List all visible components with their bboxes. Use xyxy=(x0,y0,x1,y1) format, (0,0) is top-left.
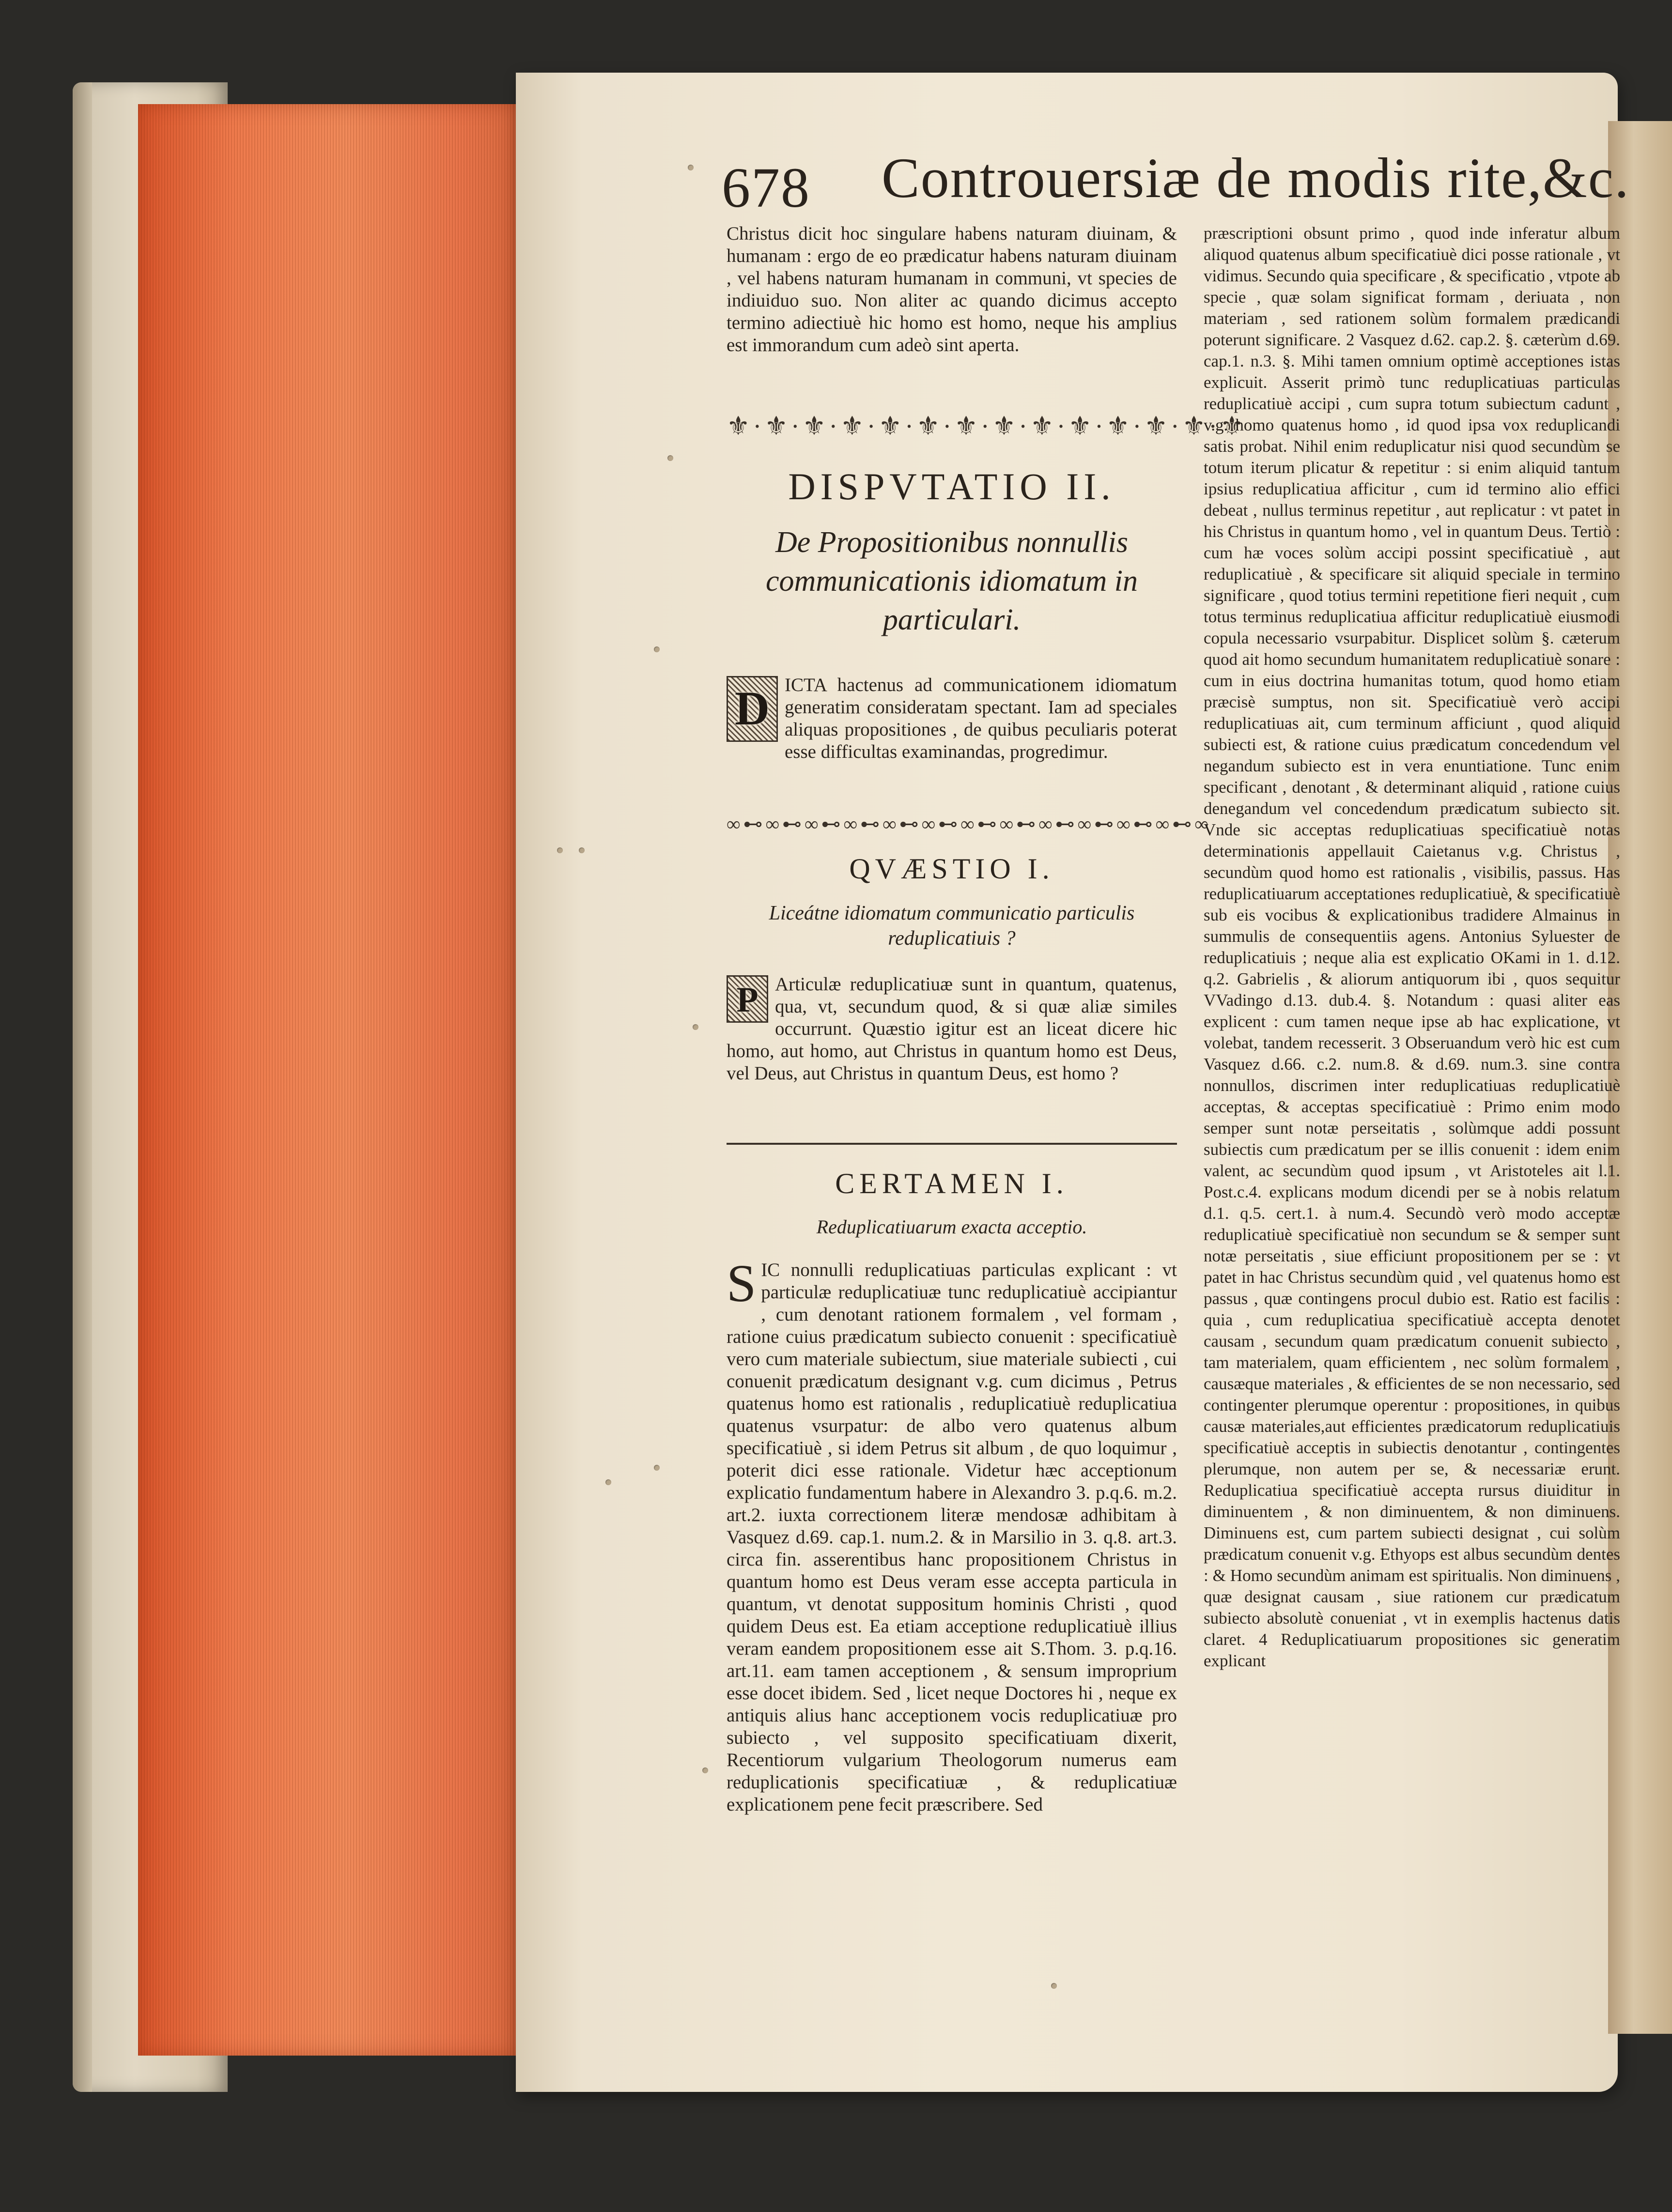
worm-hole xyxy=(605,1479,611,1485)
section-rule xyxy=(727,1143,1177,1145)
dicta-paragraph xyxy=(727,674,1177,763)
worm-hole xyxy=(579,847,585,853)
worm-hole xyxy=(557,847,563,853)
dicta-text: ICTA hactenus ad communicationem idiomatum generatim consideratam spectant. Iam ad speciales aliquas propositiones , de quibus peculiaris poterat esse difficultas examinandas, progredimur. xyxy=(785,675,1177,762)
certamen-title: CERTAMEN I. xyxy=(835,1167,1068,1199)
decorated-initial: D xyxy=(727,676,778,742)
large-initial: S xyxy=(727,1254,757,1313)
sic-paragraph xyxy=(727,1254,1177,1816)
right-column-text: præscriptioni obsunt primo , quod inde inferatur album aliquod quatenus album specificatiuè dici posse rationale , vt vidimus. Secundo quia specificare , & specificatio , vtpote ab specie , quæ solam significat formam , deriuata , non materiam , sed rationem solùm formalem prædicandi poterunt significare. 2 Vasquez d.62. cap.2. §. cæterùm d.69. cap.1. n.3. §. Mihi tamen omnium optimè acceptiones istas explicuit. Asserit primò tunc reduplicatiuas particulas reduplicatiuè accipi , cum supra totum subiectum cadunt , v.g. homo quatenus homo , id quod ipsa vox reduplicandi satis probat. Nihil enim reduplicatur nisi quod secundùm se totum iterum plicatur & repetitur : si enim aliquid tantum ipsius reduplicatiua afficitur , cum id termino alio effici debeat , nullus terminus repetitur , aut replicatur : vt patet in his Christus in quantum homo , vel in quantum Deus. Tertiò : cum hæ voces solùm accipi possint specificatiuè , aut reduplicatiuè , & specificare sit aliquid speciale in termino significare , quod totius termini repetitione fieri nequit , cum totus terminus reduplicatiua afficitur reduplicatiuè eiusmodi copula necessario vsurpabitur. Displicet solùm §. cæterum quod ait homo secundum humanitatem reduplicatiuè sonare : cum in eius doctrina humanitas totum, quod homo etiam præcisè sumptus, non sit. Specificatiuè verò accipi reduplicatiuas ait, cum terminum afficiunt , quod aliquid subiecti est, & ratione cuius prædicatum concedendum vel negandum subiecto est in vera enuntiatione. Tunc enim specificant , denotant , & determinant aliquid , ratione cuius denegandum vel concedendum prædicatum subiecto sit. Vnde sic acceptas reduplicatiuas specificatiuè notas determinationis appellauit Caietanus v.g. Christus , secundùm quod homo est rationalis , visibilis, passus. Has reduplicatiuarum acceptationes reduplicatiuè, & specificatiuè sub eis vocibus & explicationibus tradidere Almainus in summulis de consequentiis agens. Antonius Syluester de reduplicatiuis ; neque alia est explicatio OKami in 1. d.12. q.2. Gabrielis , & aliorum antiquorum ibi , quos sequitur VVadingo d.13. dub.4. §. Notandum : quasi aliter eas explicent : cum tamen neque ipse ab hac explicatione, vt volebat, tandem recesserit. 3 Obseruandum verò hic est cum Vasquez d.66. c.2. num.8. & d.69. num.3. sine contra nonnullos, discrimen inter reduplicatiuas reduplicatiuè acceptas, & acceptas specificatiuè : Primo enim modo semper sunt notæ perseitatis , solùmque addi possunt subiectis cum prædicatum per se illis conuenit : idem enim valent, ac secundùm quod ipsum , vt Aristoteles ait l.1. Post.c.4. explicans modum dicendi per se à nobis relatum d.1. q.5. cert.1. à num.4. Secundò verò modo acceptæ reduplicatiuè specificatiuè non secundum se & semper sunt notæ perseitatis , siue efficiunt propositionem per se : vt patet in hac Christus secundùm quid , vel quatenus homo est passus , quæ contingens procul dubio est. Ratio est facilis : quia , cum reduplicatiua specificatiuè accepta denotet causam , secundum quam prædicatum conuenit subiecto , tam materialem, quam efficientem , nec solùm formalem , causæque materiales , & efficientes de se non necessario, sed contingenter plerumque operentur : propositiones, in quibus causæ materiales,aut efficientes prædicatorum reduplicatiuis specificatiuè acceptis in subiectis denotantur , contingentes plerumque, non autem per se, & necessariæ erunt. Reduplicatiua specificatiuè accepta rursus diuiditur in diminuentem , & non diminuentem, & non diminuens. Diminuens est, cum partem subiecti designat , cui solùm prædicatum conuenit v.g. Ethyops est albus secundùm dentes : & Homo secundùm animam est spiritualis. Non diminuens , quæ designat causam , siue rationem cur prædicatum subiecto absolutè conueniat , vt in exemplis hactenus datis claret. 4 Reduplicatiuarum propositiones sic generatim explicant xyxy=(1204,224,1620,1670)
right-column xyxy=(1204,223,1620,1672)
worm-hole xyxy=(688,165,694,170)
disputatio-title: DISPVTATIO II. xyxy=(788,465,1115,507)
page-fore-edge xyxy=(138,104,516,2056)
opening-paragraph: Christus dicit hoc singulare habens naturam diuinam, & humanam : ergo de eo prædicatur habens naturam diuinam , vel habens naturam humanam in communi, vt species de indiuiduo suo. Non aliter ac quando dicimus accepto termino adiectiuè hic homo est homo, neque his amplius est immorandum cum adeò sint aperta. xyxy=(727,223,1177,355)
sic-text: IC nonnulli reduplicatiuas particulas explicant : vt particulæ reduplicatiuæ tunc reduplicatiuè accipiantur , cum denotant rationem formalem , vel formam , ratione cuius prædicatum subiecto conuenit : specificatiuè vero cum materiale subiectum, siue materiale subiecti , cui conuenit prædicatum designant v.g. cum dicimus , Petrus quatenus homo est rationalis , reduplicatiuè reduplicatiua quatenus vsurpatur: de albo vero quatenus album specificatiuè , si idem Petrus sit album , de quo loquimur , poterit dici esse rationale. Videtur hæc acceptionum explicatio fundamentum habere in Alexandro 3. p.q.6. m.2. art.2. iuxta correctionem literæ mendosæ adhibitam à Vasquez d.69. cap.1. num.2. & in Marsilio in 3. q.8. art.3. circa fin. asserentibus hanc propositionem Christus in quantum homo est Deus veram esse accepta particula in quantum, vt denotat suppositum hominis Christi , quod quidem Deus est. Ea etiam acceptione reduplicatiuè illius veram eandem propositionem esse ait S.Thom. 3. p.q.16. art.11. eam tamen acceptionem , & sensum improprium esse docet ibidem. Sed , licet neque Doctores hi , neque ex antiquis alius hanc acceptionem vocis reduplicatiuæ pro subiecto , vel supposito specificatiuam dixerit, Recentiorum vulgarium Theologorum numerus eam reduplicationis specificatiuæ , & reduplicatiuæ explicationem pene fecit præscribere. Sed xyxy=(727,1260,1177,1815)
articulae-text: Articulæ reduplicatiuæ sunt in quantum, quatenus, qua, vt, secundum quod, & si quæ aliæ similes occurrunt. Quæstio igitur est an liceat dicere hic homo, aut homo, aut Christus in quantum homo est Deus, vel Deus, aut Christus in quantum Deus, est homo ? xyxy=(727,974,1177,1084)
worm-hole xyxy=(654,646,660,652)
worm-hole xyxy=(667,455,673,461)
running-header xyxy=(722,145,1630,219)
worm-hole xyxy=(1051,1983,1057,1989)
worm-hole xyxy=(693,1024,698,1030)
chain-ornament: ∞⊷∞⊷∞⊷∞⊷∞⊷∞⊷∞⊷∞⊷∞⊷∞⊷∞⊷∞⊷∞ xyxy=(727,813,1211,835)
decorated-initial: P xyxy=(727,975,768,1023)
articulae-paragraph xyxy=(727,973,1177,1085)
page-number: 678 xyxy=(722,156,810,219)
fleuron-ornament: ⚜·⚜·⚜·⚜·⚜·⚜·⚜·⚜·⚜·⚜·⚜·⚜·⚜·⚜ xyxy=(727,412,1247,441)
worm-hole xyxy=(654,1465,660,1471)
book-cover-edge xyxy=(73,82,92,2092)
quaestio-subtitle: Liceátne idiomatum communicatio particulis reduplicatiuis ? xyxy=(769,902,1135,950)
running-title: Controuersiæ de modis rite,&c. xyxy=(882,146,1630,210)
left-column-opening xyxy=(727,223,1177,356)
certamen-subtitle: Reduplicatiuarum exacta acceptio. xyxy=(816,1216,1087,1238)
quaestio-title: QVÆSTIO I. xyxy=(849,853,1054,885)
disputatio-subtitle: De Propositionibus nonnullis communicationis idiomatum in particulari. xyxy=(765,526,1138,636)
worm-hole xyxy=(702,1767,708,1773)
